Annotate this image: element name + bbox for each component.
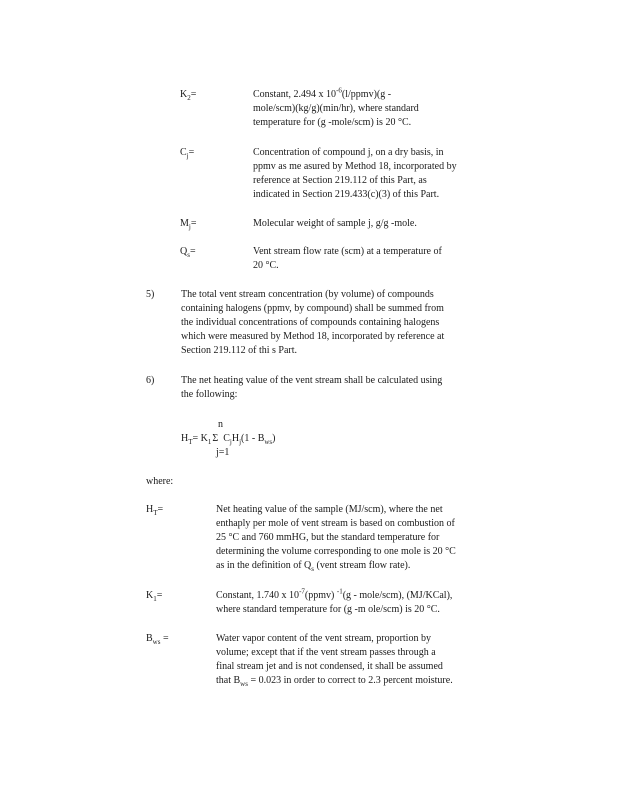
k1-definition-line: where standard temperature for (g -m ole/scm) is 20 °C. [216, 604, 440, 615]
item5-line: Section 219.112 of thi s Part. [181, 345, 298, 356]
bws-definition-line: that $B_{ws} = 0.023$ in order to correct to 2.3 percent moisture. [216, 675, 453, 688]
bws-definition-line: Water vapor content of the vent stream, proportion by [216, 633, 431, 644]
k2-definition-line: temperature for (g -mole/scm) is 20 °C. [253, 117, 412, 128]
ht-definition-line: enthaply per mole of vent stream is based on combustion of [216, 518, 455, 529]
ht-definition-line: determining the volume corresponding to one mole is 20 °C [216, 546, 456, 557]
definition-symbol-qs: $Q_s=$ [180, 246, 196, 259]
bws-definition-line: volume; except that if the vent stream passes through a [216, 647, 436, 658]
k2-definition-line: mole/scm)(kg/g)(min/hr), where standard [253, 103, 419, 114]
net-heating-formula: $H_T= K_1\Sigma$ $C_jH_j(1 - B_{ws})$ [181, 433, 276, 446]
k1-definition-line: Constant, 1.740 x $10^{-7}(ppmv)$ $^{-1}$(g - mole/scm), (MJ/KCal), [216, 587, 453, 601]
ht-definition-line: 25 °C and 760 mmHG, but the standard temperature for [216, 532, 440, 543]
ht-definition-line: Net heating value of the sample (MJ/scm), where the net [216, 504, 443, 515]
formula-upper-limit: n [218, 419, 223, 430]
item5-line: which were measured by Method 18, incorporated by reference at [181, 331, 445, 342]
qs-definition-line: Vent stream flow rate (scm) at a temperature of [253, 246, 442, 257]
definition-symbol-cj: $C_j=$ [180, 147, 195, 160]
item5-line: the individual concentrations of compounds containing halogens [181, 317, 440, 328]
item6-line: The net heating value of the vent stream shall be calculated using [181, 375, 443, 386]
item-number-6: 6) [146, 375, 155, 386]
k2-definition-line: Constant, 2.494 x $10^{-6}(l/ppmv)(g$ - [253, 86, 392, 100]
definition-symbol-ht: $H_T=$ [146, 504, 164, 517]
definition-symbol-mj: $M_j=$ [180, 218, 197, 231]
item5-line: The total vent stream concentration (by volume) of compounds [181, 289, 434, 300]
cj-definition-line: Concentration of compound j, on a dry basis, in [253, 147, 444, 158]
formula-lower-limit: j=1 [216, 447, 230, 458]
item5-line: containing halogens (ppmv, by compound) shall be summed from [181, 303, 444, 314]
ht-definition-line: as in the definition of $Q_s$ (vent stream flow rate). [216, 560, 411, 573]
bws-definition-line: final stream jet and is not condensed, it shall be assumed [216, 661, 443, 672]
cj-definition-line: reference at Section 219.112 of this Part, as [253, 175, 427, 186]
item6-line: the following: [181, 389, 238, 400]
where-label: where: [146, 476, 174, 487]
mj-definition-line: Molecular weight of sample j, g/g -mole. [253, 218, 417, 229]
cj-definition-line: ppmv as me asured by Method 18, incorporated by [253, 161, 457, 172]
cj-definition-line: indicated in Section 219.433(c)(3) of this Part. [253, 189, 440, 200]
definition-symbol-k1: $K_1=$ [146, 590, 163, 603]
summation-sign: Σ [212, 433, 219, 444]
definition-symbol-bws: $B_{ws}$ = [146, 633, 169, 646]
item-number-5: 5) [146, 289, 155, 300]
qs-definition-line: 20 °C. [253, 260, 279, 271]
definition-symbol-k2: $K_2=$ [180, 89, 197, 102]
